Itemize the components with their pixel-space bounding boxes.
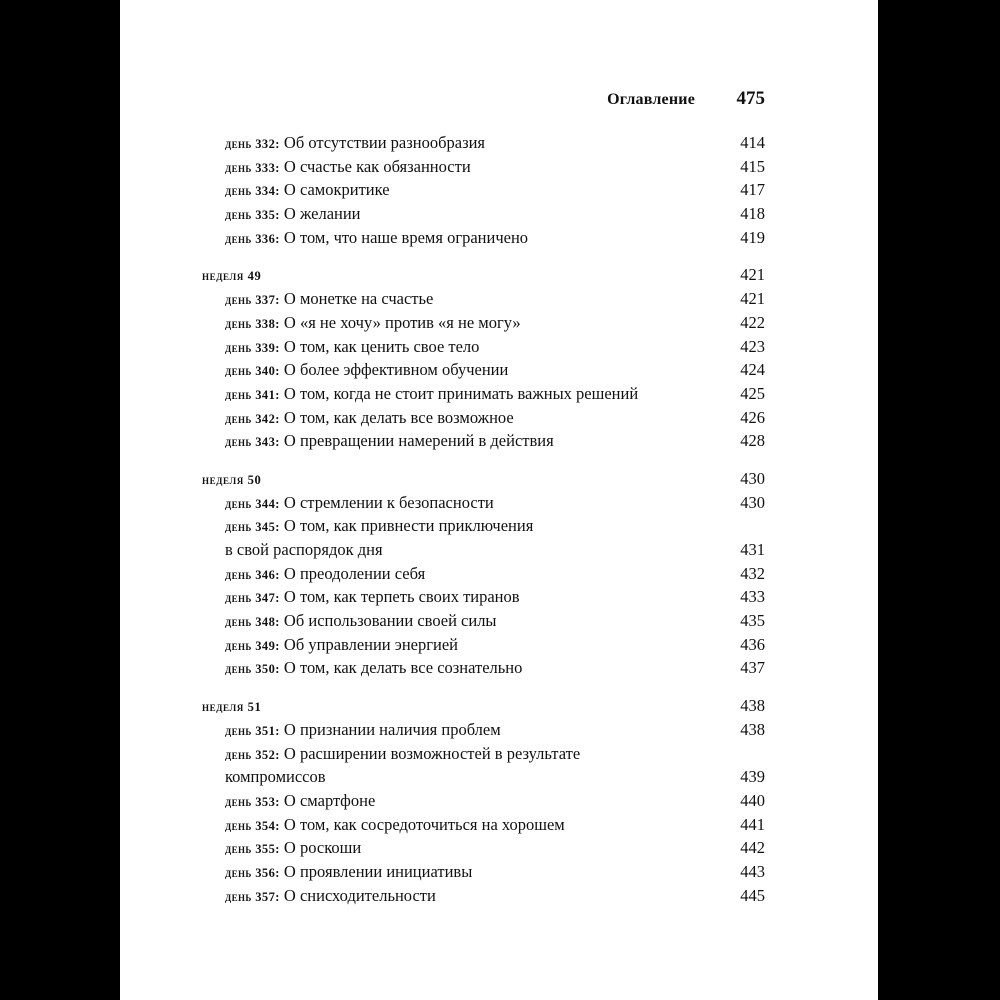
toc-entry-row[interactable] — [202, 633, 765, 657]
day-label: день 336: — [225, 231, 280, 246]
entry-page-number: 437 — [740, 658, 765, 678]
toc-entry-row[interactable] — [202, 382, 765, 406]
entry-title: О преодолении себя — [283, 563, 426, 583]
book-page — [120, 0, 878, 1000]
toc-entry-row[interactable] — [202, 155, 765, 179]
entry-title: О монетке на счастье — [283, 289, 434, 309]
toc-section — [202, 467, 765, 680]
toc-entry-row[interactable] — [202, 358, 765, 382]
entry-page-number: 440 — [740, 790, 765, 810]
day-label: день 340: — [225, 364, 280, 379]
toc-entry-row[interactable] — [202, 226, 765, 250]
entry-page-number: 430 — [740, 492, 765, 512]
entry-title: О том, как сосредоточиться на хорошем — [283, 814, 565, 834]
entry-page-number: 422 — [740, 312, 765, 332]
day-label: день 334: — [225, 184, 280, 199]
toc-section — [202, 131, 765, 249]
entry-title: Об отсутствии разнообразия — [283, 133, 486, 152]
entry-page-number: 431 — [740, 540, 765, 559]
day-label: день 350: — [225, 662, 280, 677]
toc-entry-row[interactable] — [202, 429, 765, 453]
header-title: Оглавление — [607, 91, 695, 108]
entry-title: компромиссов — [225, 767, 326, 787]
toc-entry-row[interactable] — [202, 406, 765, 430]
entry-title: в свой распорядок дня — [225, 540, 383, 559]
day-label: день 347: — [225, 591, 280, 606]
toc-entry-row[interactable] — [202, 884, 765, 908]
week-page-number: 430 — [740, 468, 765, 488]
entry-title: О более эффективном обучении — [283, 360, 509, 380]
entry-page-number: 415 — [740, 156, 765, 176]
day-label: день 353: — [225, 794, 280, 809]
entry-title: О снисходительности — [283, 885, 436, 905]
toc-entry-row[interactable] — [202, 311, 765, 335]
entry-title: Об управлении энергией — [283, 634, 458, 654]
entry-page-number: 443 — [740, 861, 765, 881]
entry-title: О том, как делать все возможное — [283, 407, 514, 427]
day-label: день 345: — [225, 520, 280, 535]
toc-section — [202, 694, 765, 907]
toc-entry-row[interactable] — [202, 656, 765, 680]
entry-title: О том, когда не стоит принимать важных решений — [283, 383, 639, 403]
day-label: день 346: — [225, 567, 280, 582]
running-header — [120, 88, 765, 114]
entry-page-number: 445 — [740, 885, 765, 905]
day-label: день 335: — [225, 208, 280, 223]
entry-title: О признании наличия проблем — [283, 719, 501, 739]
entry-page-number: 421 — [740, 289, 765, 309]
toc-entry-row[interactable] — [202, 335, 765, 359]
entry-title: О «я не хочу» против «я не могу» — [283, 312, 521, 332]
day-label: день 344: — [225, 496, 280, 511]
week-page-number: 438 — [740, 696, 765, 716]
toc-entry-row[interactable] — [202, 742, 765, 766]
week-label: неделя 49 — [202, 269, 262, 284]
toc-entry-continuation[interactable] — [202, 538, 765, 562]
entry-page-number: 419 — [740, 227, 765, 247]
week-page-number: 421 — [740, 265, 765, 285]
toc-section — [202, 263, 765, 453]
day-label: день 333: — [225, 160, 280, 175]
toc-entry-row[interactable] — [202, 813, 765, 837]
entry-page-number: 438 — [740, 719, 765, 739]
entry-page-number: 423 — [740, 336, 765, 356]
entry-page-number: 435 — [740, 611, 765, 631]
entry-title: О расширении возможностей в результате — [283, 743, 581, 763]
toc-entry-row[interactable] — [202, 836, 765, 860]
toc-entry-row[interactable] — [202, 202, 765, 226]
entry-title: О том, как ценить свое тело — [283, 336, 480, 356]
day-label: день 352: — [225, 747, 280, 762]
day-label: день 354: — [225, 818, 280, 833]
entry-title: О проявлении инициативы — [283, 861, 473, 881]
week-heading-row[interactable] — [202, 263, 765, 287]
entry-page-number: 425 — [740, 383, 765, 403]
toc-entry-continuation[interactable] — [202, 765, 765, 789]
entry-page-number: 436 — [740, 634, 765, 654]
header-page-number: 475 — [736, 88, 765, 109]
toc-entry-row[interactable] — [202, 562, 765, 586]
toc-entry-row[interactable] — [202, 585, 765, 609]
toc-entry-row[interactable] — [202, 178, 765, 202]
day-label: день 357: — [225, 889, 280, 904]
entry-page-number: 439 — [740, 767, 765, 787]
toc-entry-row[interactable] — [202, 718, 765, 742]
toc-entry-row[interactable] — [202, 287, 765, 311]
day-label: день 338: — [225, 316, 280, 331]
entry-title: О самокритике — [283, 180, 390, 200]
entry-title: О том, как привнести приключения — [283, 516, 534, 536]
day-label: день 332: — [225, 137, 280, 151]
entry-title: О смартфоне — [283, 790, 376, 810]
entry-page-number: 441 — [740, 814, 765, 834]
entry-title: О роскоши — [283, 838, 362, 858]
entry-page-number: 433 — [740, 587, 765, 607]
day-label: день 351: — [225, 723, 280, 738]
entry-page-number: 442 — [740, 838, 765, 858]
toc-entry-row[interactable] — [202, 609, 765, 633]
week-heading-row[interactable] — [202, 694, 765, 718]
day-label: день 337: — [225, 293, 280, 308]
toc-entry-row[interactable] — [202, 514, 765, 538]
week-heading-row[interactable] — [202, 467, 765, 491]
entry-title: О счастье как обязанности — [283, 156, 471, 176]
entry-page-number: 414 — [740, 133, 765, 152]
entry-title: О желании — [283, 204, 361, 224]
entry-title: Об использовании своей силы — [283, 611, 497, 631]
week-label: неделя 51 — [202, 700, 262, 715]
entry-page-number: 424 — [740, 360, 765, 380]
entry-page-number: 418 — [740, 204, 765, 224]
entry-title: О превращении намерений в действия — [283, 431, 554, 451]
day-label: день 348: — [225, 615, 280, 630]
day-label: день 341: — [225, 387, 280, 402]
day-label: день 343: — [225, 435, 280, 450]
toc-entry-row[interactable] — [202, 860, 765, 884]
entry-title: О том, как делать все сознательно — [283, 658, 523, 678]
week-label: неделя 50 — [202, 472, 262, 487]
table-of-contents — [202, 131, 765, 921]
day-label: день 356: — [225, 865, 280, 880]
toc-entry-row[interactable] — [202, 789, 765, 813]
entry-title: О том, что наше время ограничено — [283, 227, 529, 247]
day-label: день 349: — [225, 638, 280, 653]
day-label: день 342: — [225, 411, 280, 426]
entry-page-number: 417 — [740, 180, 765, 200]
entry-page-number: 432 — [740, 563, 765, 583]
toc-entry-row[interactable] — [202, 131, 765, 155]
entry-title: О стремлении к безопасности — [283, 492, 494, 512]
entry-page-number: 428 — [740, 431, 765, 451]
day-label: день 339: — [225, 340, 280, 355]
day-label: день 355: — [225, 842, 280, 857]
entry-page-number: 426 — [740, 407, 765, 427]
toc-entry-row[interactable] — [202, 491, 765, 515]
entry-title: О том, как терпеть своих тиранов — [283, 587, 520, 607]
